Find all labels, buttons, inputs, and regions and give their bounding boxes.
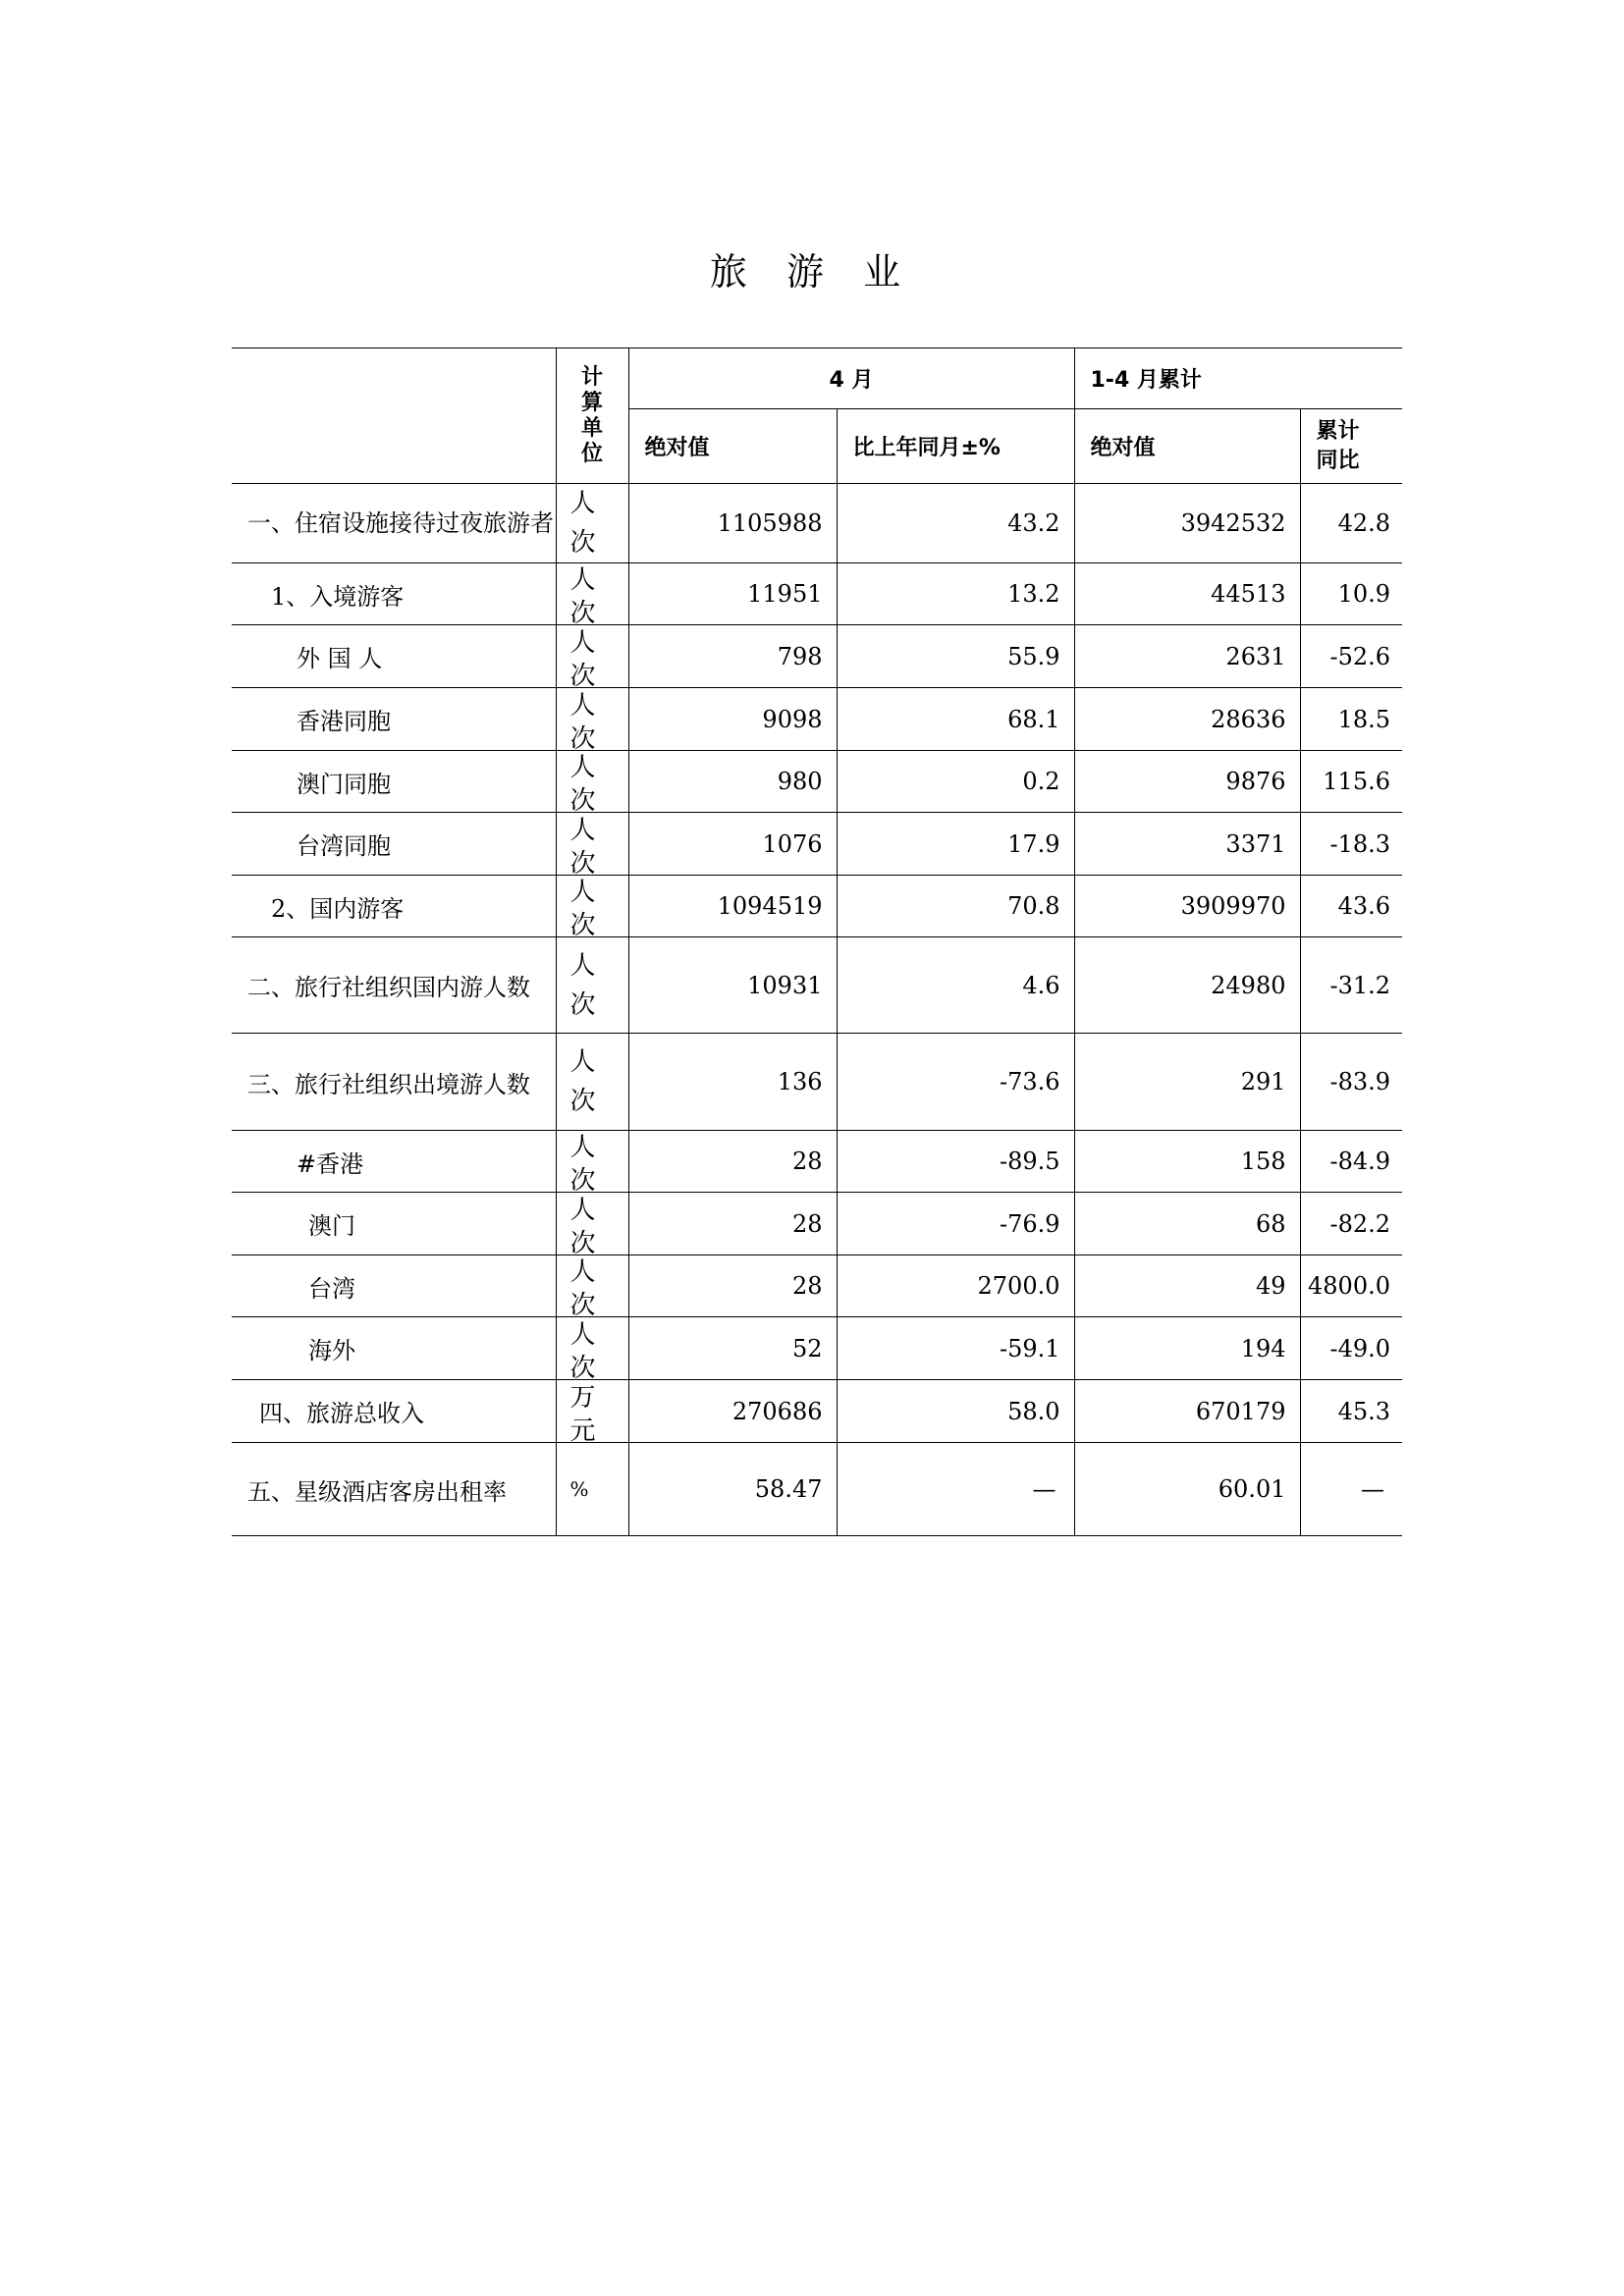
table-row <box>232 563 1402 625</box>
row-apr-value: 270686 <box>628 1380 837 1443</box>
row-unit: 人 次 <box>556 688 628 751</box>
row-apr-value: 28 <box>628 1193 837 1255</box>
row-apr-yoy: 0.2 <box>837 751 1074 813</box>
row-apr-yoy: 58.0 <box>837 1380 1074 1443</box>
row-apr-value: 58.47 <box>628 1443 837 1536</box>
row-label: 澳门同胞 <box>232 751 556 813</box>
table-row <box>232 937 1402 1034</box>
row-apr-value: 9098 <box>628 688 837 751</box>
row-unit: 人 次 <box>556 876 628 937</box>
table-row <box>232 1193 1402 1255</box>
row-cum-yoy: -31.2 <box>1300 937 1402 1034</box>
row-apr-yoy: -73.6 <box>837 1034 1074 1131</box>
row-cum-yoy: 115.6 <box>1300 751 1402 813</box>
row-cum-value: 49 <box>1074 1255 1300 1317</box>
table-row <box>232 1255 1402 1317</box>
row-apr-value: 10931 <box>628 937 837 1034</box>
cum-abs-header: 绝对值 <box>1074 409 1300 484</box>
tourism-statistics-table <box>232 347 1402 1536</box>
row-cum-yoy: 43.6 <box>1300 876 1402 937</box>
row-apr-yoy: 4.6 <box>837 937 1074 1034</box>
table-row <box>232 751 1402 813</box>
row-label: 二、旅行社组织国内游人数 <box>232 937 556 1034</box>
row-cum-value: 158 <box>1074 1131 1300 1193</box>
row-apr-value: 980 <box>628 751 837 813</box>
row-cum-value: 68 <box>1074 1193 1300 1255</box>
row-label: 台湾同胞 <box>232 813 556 876</box>
row-apr-value: 136 <box>628 1034 837 1131</box>
row-cum-yoy: -83.9 <box>1300 1034 1402 1131</box>
row-label: #香港 <box>232 1131 556 1193</box>
row-label: 2、国内游客 <box>232 876 556 937</box>
row-cum-value: 3909970 <box>1074 876 1300 937</box>
row-label: 澳门 <box>232 1193 556 1255</box>
row-cum-yoy: — <box>1300 1443 1402 1536</box>
unit-header: 计 算 单 位 <box>556 348 628 484</box>
header-item-cell <box>232 348 556 484</box>
row-unit: 人 次 <box>556 1131 628 1193</box>
row-unit: 人 次 <box>556 625 628 688</box>
row-cum-yoy: 10.9 <box>1300 563 1402 625</box>
row-apr-value: 11951 <box>628 563 837 625</box>
row-label: 外 国 人 <box>232 625 556 688</box>
row-cum-value: 9876 <box>1074 751 1300 813</box>
row-cum-value: 3371 <box>1074 813 1300 876</box>
row-cum-yoy: 18.5 <box>1300 688 1402 751</box>
row-unit: 人 次 <box>556 1193 628 1255</box>
page-title: 旅 游 业 <box>709 250 915 294</box>
cumulative-header: 1-4 月累计 <box>1074 348 1402 409</box>
row-apr-yoy: 17.9 <box>837 813 1074 876</box>
row-cum-yoy: 42.8 <box>1300 484 1402 563</box>
row-cum-value: 194 <box>1074 1317 1300 1380</box>
table-row <box>232 1443 1402 1536</box>
row-cum-yoy: -18.3 <box>1300 813 1402 876</box>
table-row <box>232 876 1402 937</box>
row-apr-yoy: 43.2 <box>837 484 1074 563</box>
row-cum-value: 291 <box>1074 1034 1300 1131</box>
row-cum-value: 44513 <box>1074 563 1300 625</box>
table-row <box>232 688 1402 751</box>
row-cum-value: 2631 <box>1074 625 1300 688</box>
row-apr-value: 1105988 <box>628 484 837 563</box>
row-label: 1、入境游客 <box>232 563 556 625</box>
row-label: 台湾 <box>232 1255 556 1317</box>
row-cum-value: 28636 <box>1074 688 1300 751</box>
row-apr-yoy: 13.2 <box>837 563 1074 625</box>
row-unit: % <box>556 1443 628 1536</box>
table-row <box>232 484 1402 563</box>
row-label: 海外 <box>232 1317 556 1380</box>
row-apr-yoy: — <box>837 1443 1074 1536</box>
row-unit: 人 次 <box>556 1255 628 1317</box>
row-label: 三、旅行社组织出境游人数 <box>232 1034 556 1131</box>
row-cum-value: 3942532 <box>1074 484 1300 563</box>
row-unit: 人 次 <box>556 1034 628 1131</box>
row-cum-yoy: -49.0 <box>1300 1317 1402 1380</box>
row-apr-yoy: 55.9 <box>837 625 1074 688</box>
row-apr-yoy: -89.5 <box>837 1131 1074 1193</box>
row-label: 香港同胞 <box>232 688 556 751</box>
row-apr-value: 1076 <box>628 813 837 876</box>
april-yoy-header: 比上年同月±% <box>837 409 1074 484</box>
row-apr-value: 28 <box>628 1255 837 1317</box>
row-unit: 人 次 <box>556 813 628 876</box>
april-abs-header: 绝对值 <box>628 409 837 484</box>
row-cum-yoy: 4800.0 <box>1300 1255 1402 1317</box>
row-unit: 人 次 <box>556 937 628 1034</box>
row-apr-value: 1094519 <box>628 876 837 937</box>
row-apr-yoy: -59.1 <box>837 1317 1074 1380</box>
april-header: 4 月 <box>628 348 1074 409</box>
row-apr-yoy: 2700.0 <box>837 1255 1074 1317</box>
row-label: 五、星级酒店客房出租率 <box>232 1443 556 1536</box>
row-apr-value: 52 <box>628 1317 837 1380</box>
table-row <box>232 625 1402 688</box>
row-cum-yoy: -84.9 <box>1300 1131 1402 1193</box>
row-apr-yoy: 68.1 <box>837 688 1074 751</box>
row-apr-value: 798 <box>628 625 837 688</box>
row-unit: 人 次 <box>556 751 628 813</box>
table-row <box>232 1034 1402 1131</box>
row-cum-value: 60.01 <box>1074 1443 1300 1536</box>
row-apr-yoy: -76.9 <box>837 1193 1074 1255</box>
table-row <box>232 813 1402 876</box>
row-cum-yoy: -82.2 <box>1300 1193 1402 1255</box>
row-cum-value: 670179 <box>1074 1380 1300 1443</box>
row-apr-value: 28 <box>628 1131 837 1193</box>
row-label: 四、旅游总收入 <box>232 1380 556 1443</box>
row-unit: 万 元 <box>556 1380 628 1443</box>
cum-yoy-header: 累计 同比 <box>1300 409 1402 484</box>
row-apr-yoy: 70.8 <box>837 876 1074 937</box>
row-cum-yoy: -52.6 <box>1300 625 1402 688</box>
table-row <box>232 1131 1402 1193</box>
row-unit: 人 次 <box>556 484 628 563</box>
table-row <box>232 1380 1402 1443</box>
row-label: 一、住宿设施接待过夜旅游者 <box>232 484 556 563</box>
row-unit: 人 次 <box>556 1317 628 1380</box>
table-row <box>232 1317 1402 1380</box>
row-cum-yoy: 45.3 <box>1300 1380 1402 1443</box>
row-unit: 人 次 <box>556 563 628 625</box>
header-row-1 <box>232 348 1402 409</box>
row-cum-value: 24980 <box>1074 937 1300 1034</box>
